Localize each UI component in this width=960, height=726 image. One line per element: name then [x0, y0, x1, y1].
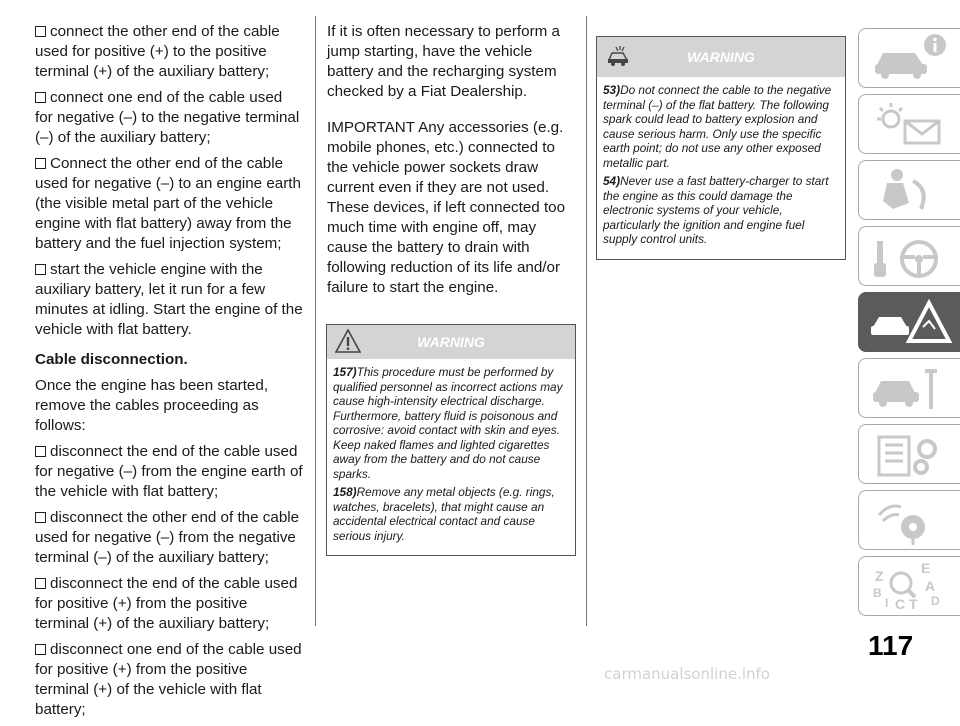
- index-letter: E: [921, 561, 931, 576]
- airbag-seat-icon: [869, 165, 953, 217]
- tab-index[interactable]: [858, 556, 960, 616]
- chapter-tabs: [858, 28, 960, 622]
- index-letter: I: [885, 596, 889, 610]
- index-letter: A: [925, 578, 936, 594]
- car-info-icon: [869, 33, 953, 85]
- index-letter: C: [895, 596, 906, 612]
- step-item: connect one end of the cable used for negative (–) to the negative terminal (–) of the auxiliary battery;: [35, 89, 300, 146]
- intro-text: Once the engine has been started, remove the cables proceeding as follows:: [35, 377, 269, 434]
- middle-column: [327, 22, 577, 556]
- step-item: connect the other end of the cable used for positive (+) to the positive terminal (+) of the auxiliary battery;: [35, 23, 280, 80]
- warning-title: WARNING: [687, 49, 755, 65]
- warning-header: [597, 37, 845, 77]
- right-column: [596, 36, 846, 260]
- step-item: Connect the other end of the cable used for negative (–) to an engine earth (the visible metal part of the vehicle engine with flat battery) away from the battery and the fuel injection system;: [35, 155, 301, 252]
- index-letter: D: [931, 594, 940, 608]
- step-item: disconnect the end of the cable used for positive (+) from the positive terminal (+) of the auxiliary battery;: [35, 575, 298, 632]
- warning-body: [327, 359, 575, 555]
- step-item: disconnect the end of the cable used for negative (–) from the engine earth of the vehicle with flat battery;: [35, 443, 303, 500]
- warning-body: [597, 77, 845, 259]
- checkbox-bullet-icon: [35, 92, 46, 103]
- column-divider: [315, 16, 316, 626]
- important-note: IMPORTANT Any accessories (e.g. mobile phones, etc.) connected to the vehicle power sockets draw current even if they are not used. These devices, if left connected too much time with engine off, may cause the battery to drain with following reduction of its life and/or failure to start the engine.: [327, 119, 566, 296]
- specs-gear-icon: [869, 429, 953, 481]
- page-number: 117: [868, 630, 914, 661]
- watermark: carmanualsonline.info: [604, 665, 770, 683]
- warning-header: [327, 325, 575, 359]
- alphabetical-index-icon: [869, 561, 953, 613]
- section-heading: Cable disconnection.: [35, 351, 188, 368]
- tab-multimedia[interactable]: [858, 490, 960, 550]
- checkbox-bullet-icon: [35, 264, 46, 275]
- left-column: [35, 22, 303, 726]
- multimedia-icon: [869, 495, 953, 547]
- checkbox-bullet-icon: [35, 578, 46, 589]
- tab-in-an-emergency[interactable]: [858, 292, 960, 352]
- step-item: disconnect the other end of the cable used for negative (–) from the negative terminal (–) of the auxiliary battery;: [35, 509, 300, 566]
- dealer-check-note: If it is often necessary to perform a jump starting, have the vehicle battery and the recharging system checked by a Fiat Dealership.: [327, 23, 560, 100]
- checkbox-bullet-icon: [35, 158, 46, 169]
- warning-item: 158)Remove any metal objects (e.g. rings, watches, bracelets), that might cause an accidental electrical contact and cause serious injury.: [333, 485, 555, 543]
- warning-item: 53)Do not connect the cable to the negative terminal (–) of the flat battery. The following spark could lead to battery explosion and cause serious harm. Only use the specific earth point; do not use any other exposed metallic part.: [603, 83, 832, 170]
- checkbox-bullet-icon: [35, 446, 46, 457]
- warning-item: 54)Never use a fast battery-charger to start the engine as this could damage the electronic systems of your vehicle, particularly the ignition and engine fuel supply control units.: [603, 174, 829, 246]
- lights-message-icon: [869, 99, 953, 151]
- checkbox-bullet-icon: [35, 512, 46, 523]
- tab-technical-specs[interactable]: [858, 424, 960, 484]
- emergency-triangle-icon: [869, 297, 953, 349]
- car-service-icon: [869, 363, 953, 415]
- checkbox-bullet-icon: [35, 26, 46, 37]
- key-steering-wheel-icon: [869, 231, 953, 283]
- tab-maintenance[interactable]: [858, 358, 960, 418]
- warning-box: [326, 324, 576, 556]
- index-letter: B: [873, 586, 882, 600]
- warning-item: 157)This procedure must be performed by qualified personnel as incorrect actions may cause high-intensity electrical discharge. Furthermore, battery fluid is poisonous and corrosive: avoid contact with skin and eyes. Keep naked flames and lighted cigarettes away from the battery and do not cause sparks.: [333, 365, 563, 481]
- column-divider: [586, 16, 587, 626]
- tab-dashboard[interactable]: [858, 94, 960, 154]
- warning-title: WARNING: [417, 334, 485, 350]
- tab-getting-to-know[interactable]: [858, 28, 960, 88]
- step-item: start the vehicle engine with the auxiliary battery, let it run for a few minutes at idling. Start the engine of the vehicle with flat battery.: [35, 261, 303, 338]
- tab-starting-driving[interactable]: [858, 226, 960, 286]
- step-item: disconnect one end of the cable used for positive (+) from the positive terminal (+) of the vehicle with flat battery;: [35, 641, 302, 718]
- tab-safety[interactable]: [858, 160, 960, 220]
- checkbox-bullet-icon: [35, 644, 46, 655]
- index-letter: T: [909, 596, 918, 612]
- index-letter: Z: [875, 568, 884, 584]
- warning-box: [596, 36, 846, 260]
